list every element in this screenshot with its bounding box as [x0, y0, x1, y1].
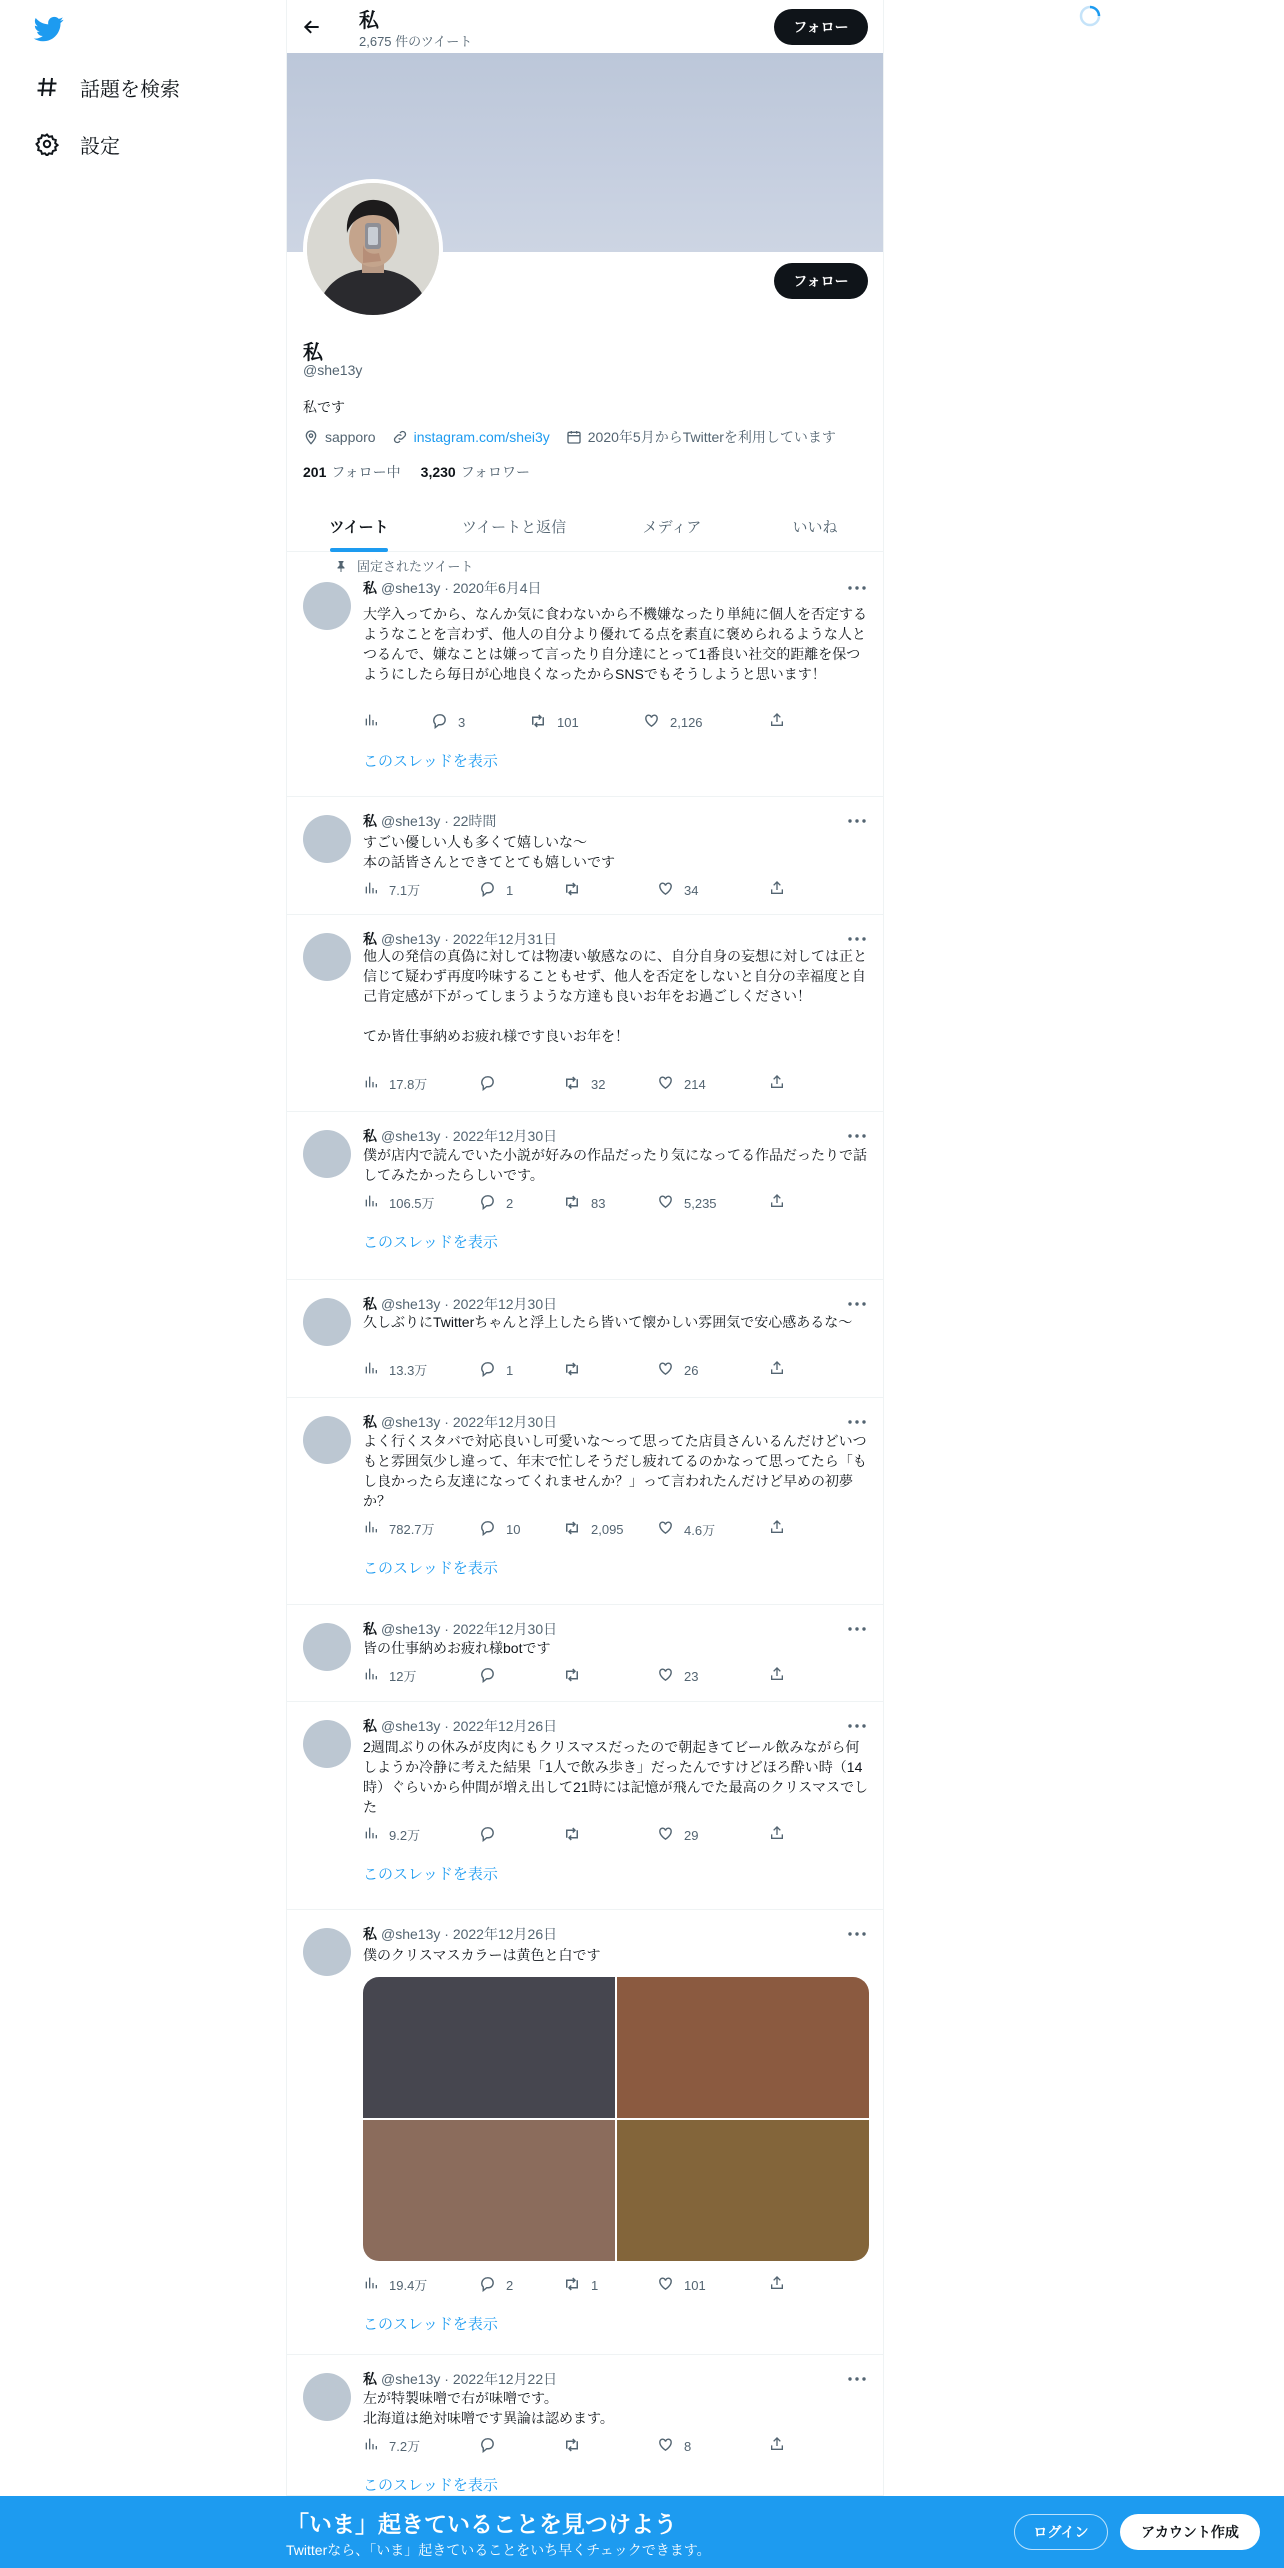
tweet-avatar[interactable]	[303, 1928, 351, 1976]
tweet-author-name[interactable]: 私	[363, 814, 377, 830]
following-label: フォロー中	[331, 464, 401, 480]
reply-count: 10	[506, 1521, 521, 1537]
like-count: 5,235	[684, 1195, 717, 1211]
reply-button[interactable]	[479, 2275, 513, 2295]
retweet-icon	[563, 1360, 591, 1381]
login-button[interactable]: ログイン	[1014, 2514, 1108, 2550]
tweet-avatar[interactable]	[303, 1623, 351, 1671]
tweet-text: 大学入ってから、なんか気に食わないから不機嫌なったり単純に個人を否定するようなことを言わず、他人の自分より優れてる点を素直に褒められるような人とつるんで、嫌なことは嫌って言ったり自分達にとって1番良い社交的距離を保つようにしたら毎日が心地良くなったからSNSでもそうしようと思います！	[363, 606, 867, 682]
more-options-icon[interactable]	[847, 1412, 867, 1432]
share-button[interactable]	[769, 1519, 795, 1538]
tweet-timestamp[interactable]: 2022年12月22日	[452, 2371, 558, 2387]
tweet-avatar[interactable]	[303, 1130, 351, 1178]
signup-banner	[0, 2496, 1284, 2568]
show-thread-link[interactable]: このスレッドを表示	[363, 2316, 498, 2333]
retweet-icon	[563, 1666, 591, 1687]
tweet-author-handle[interactable]: @she13y	[381, 1621, 441, 1637]
more-options-icon[interactable]	[847, 1619, 867, 1639]
share-button[interactable]	[769, 2275, 795, 2294]
tweet-author-name[interactable]: 私	[363, 1297, 377, 1313]
show-thread-link[interactable]: このスレッドを表示	[363, 1866, 498, 1883]
reply-button[interactable]	[479, 1193, 513, 1213]
reply-button[interactable]	[479, 1360, 513, 1380]
left-sidebar	[0, 0, 286, 2568]
show-thread-link[interactable]: このスレッドを表示	[363, 2477, 498, 2494]
views-button[interactable]	[363, 712, 389, 731]
tweet-author-handle[interactable]: @she13y	[381, 580, 441, 596]
reply-count: 3	[458, 714, 466, 730]
like-icon	[657, 1825, 684, 1845]
share-button[interactable]	[769, 1193, 795, 1212]
reply-icon	[479, 1360, 506, 1380]
show-thread-link[interactable]: このスレッドを表示	[363, 1234, 498, 1251]
retweet-button[interactable]	[563, 880, 591, 901]
tweet-timestamp[interactable]: 2022年12月30日	[452, 1128, 558, 1144]
retweet-icon	[563, 2275, 591, 2296]
profile-avatar[interactable]	[303, 179, 443, 319]
like-icon	[657, 880, 684, 900]
like-button[interactable]	[657, 1519, 715, 1539]
share-icon	[769, 1666, 795, 1685]
views-button[interactable]	[363, 880, 420, 899]
tweet-actions	[363, 1519, 783, 1539]
sidebar-item-label: 設定	[80, 135, 120, 158]
more-options-icon[interactable]	[847, 1294, 867, 1314]
tweet-avatar[interactable]	[303, 1416, 351, 1464]
loading-spinner-icon	[1078, 4, 1102, 28]
views-count: 12万	[389, 1669, 417, 1684]
tweet-actions	[363, 2436, 783, 2456]
tweet-header	[363, 1126, 557, 1146]
tab-media[interactable]: メディア	[642, 518, 702, 536]
show-thread-link[interactable]: このスレッドを表示	[363, 753, 498, 770]
tweet-header	[363, 1294, 557, 1314]
tweet-author-handle[interactable]: @she13y	[381, 931, 441, 947]
tab-likes[interactable]: いいね	[792, 518, 838, 536]
tweet-timestamp[interactable]: 2022年12月26日	[452, 1926, 558, 1942]
like-button[interactable]	[657, 1193, 717, 1213]
share-button[interactable]	[769, 880, 795, 899]
tweet-header	[363, 1924, 557, 1944]
tweet-separator: ·	[440, 1296, 453, 1312]
tweet[interactable]	[287, 915, 883, 1112]
tweet-separator: ·	[440, 2371, 453, 2387]
views-button[interactable]	[363, 1193, 435, 1212]
share-icon	[769, 1825, 795, 1844]
like-count: 26	[684, 1362, 699, 1378]
tweet-timestamp[interactable]: 2022年12月30日	[452, 1296, 558, 1312]
views-button[interactable]	[363, 1825, 420, 1844]
views-button[interactable]	[363, 1519, 435, 1538]
like-count: 34	[684, 882, 699, 898]
tweet-author-handle[interactable]: @she13y	[381, 1414, 441, 1430]
share-icon	[769, 880, 795, 899]
views-button[interactable]	[363, 1360, 427, 1379]
followers-count: 3,230	[420, 464, 456, 480]
like-button[interactable]	[657, 880, 698, 900]
more-options-icon[interactable]	[847, 1126, 867, 1146]
retweet-icon	[529, 712, 557, 733]
reply-icon	[479, 880, 506, 900]
following-count: 201	[303, 464, 327, 480]
more-options-icon[interactable]	[847, 811, 867, 831]
retweet-button[interactable]	[563, 1666, 591, 1687]
reply-icon	[479, 2275, 506, 2295]
views-button[interactable]	[363, 2275, 427, 2294]
share-icon	[769, 1193, 795, 1212]
gear-icon	[34, 131, 60, 157]
tweet-header	[363, 1619, 557, 1639]
tweet-author-name[interactable]: 私	[363, 1622, 377, 1638]
tweet-author-handle[interactable]: @she13y	[381, 1128, 441, 1144]
retweet-icon	[563, 1193, 591, 1214]
tweet-separator: ·	[440, 1128, 453, 1144]
tweet-author-handle[interactable]: @she13y	[381, 1718, 441, 1734]
tweet-separator: ·	[440, 580, 453, 596]
tweet-header	[363, 1716, 557, 1736]
following-link[interactable]	[303, 462, 401, 482]
tweet[interactable]	[287, 1398, 883, 1605]
views-icon	[363, 1666, 389, 1685]
tweet[interactable]	[287, 797, 883, 915]
sidebar-item-label: 話題を検索	[80, 78, 180, 101]
views-icon	[363, 880, 389, 899]
tweet[interactable]	[287, 1605, 883, 1702]
like-button[interactable]	[657, 2275, 706, 2295]
views-icon	[363, 1074, 389, 1093]
tweet-author-name[interactable]: 私	[363, 2372, 377, 2388]
share-button[interactable]	[769, 1360, 795, 1379]
tweet-actions	[363, 1666, 783, 1686]
like-icon	[657, 2275, 684, 2295]
reply-button[interactable]	[479, 1825, 506, 1845]
tweet-separator: ·	[440, 1414, 453, 1430]
views-count: 7.1万	[389, 883, 421, 898]
tweet-text: 左が特製味噌で右が味噌です。 北海道は絶対味噌です異論は認めます。	[363, 2390, 614, 2426]
like-icon	[657, 1193, 684, 1213]
signup-banner-title: 「いま」起きていることを見つけよう	[286, 2512, 677, 2538]
tweet-avatar[interactable]	[303, 933, 351, 981]
share-button[interactable]	[769, 1666, 795, 1685]
views-icon	[363, 1825, 389, 1844]
tweet-media-image[interactable]	[363, 1977, 615, 2118]
like-button[interactable]	[657, 1666, 698, 1686]
retweet-button[interactable]	[563, 1360, 591, 1381]
profile-tabs	[287, 500, 883, 552]
tweet-author-handle[interactable]: @she13y	[381, 2371, 441, 2387]
tweet-author-name[interactable]: 私	[363, 1129, 377, 1145]
reply-count: 2	[506, 1195, 514, 1211]
retweet-icon	[563, 1825, 591, 1846]
tweet-actions	[363, 1825, 783, 1845]
more-options-icon[interactable]	[847, 2369, 867, 2389]
profile-bio: 私です	[303, 399, 345, 415]
reply-count: 1	[506, 882, 514, 898]
retweet-button[interactable]	[563, 2436, 591, 2457]
views-button[interactable]	[363, 1666, 416, 1685]
retweet-button[interactable]	[529, 712, 579, 733]
views-icon	[363, 1519, 389, 1538]
tweet-media-image[interactable]	[617, 2120, 869, 2261]
retweet-icon	[563, 1519, 591, 1540]
tweet-actions	[363, 1193, 783, 1213]
like-icon	[657, 1360, 684, 1380]
share-icon	[769, 1360, 795, 1379]
profile-location: sapporo	[325, 429, 376, 445]
tweet-avatar[interactable]	[303, 1720, 351, 1768]
sidebar-item-explore[interactable]	[34, 67, 180, 107]
retweet-count: 83	[591, 1196, 606, 1211]
tweet-text: 皆の仕事納めお疲れ様botです	[363, 1640, 551, 1656]
reply-icon	[431, 712, 458, 732]
retweet-icon	[563, 2436, 591, 2457]
tweet-avatar[interactable]	[303, 582, 351, 630]
tweet-text: 他人の発信の真偽に対しては物凄い敏感なのに、自分自身の妄想に対しては正と信じて疑わず再度吟味することもせず、他人を否定をしないと自分の幸福度と自己肯定感が下がってしまうような方達も良いお年をお過ごしください！ てか皆仕事納めお疲れ様です良いお年を！	[363, 948, 867, 1044]
more-options-icon[interactable]	[847, 1716, 867, 1736]
share-icon	[769, 712, 795, 731]
tweet-actions	[363, 1074, 783, 1094]
more-options-icon[interactable]	[847, 1924, 867, 1944]
tweet-author-name[interactable]: 私	[363, 932, 377, 948]
tweet-header	[363, 1412, 557, 1432]
like-count: 4.6万	[684, 1522, 716, 1538]
like-icon	[643, 712, 670, 732]
tweet-avatar[interactable]	[303, 815, 351, 863]
views-button[interactable]	[363, 2436, 420, 2455]
retweet-button[interactable]	[563, 1519, 624, 1540]
tweet-timestamp[interactable]: 2022年12月30日	[452, 1414, 558, 1430]
like-button[interactable]	[657, 2436, 691, 2456]
views-count: 13.3万	[389, 1363, 428, 1378]
tweet-media-grid[interactable]	[363, 1977, 869, 2261]
reply-icon	[479, 1074, 506, 1094]
retweet-count: 2,095	[591, 1522, 624, 1537]
tweet-text: 2週間ぶりの休みが皮肉にもクリスマスだったので朝起きてビール飲みながら何しようか冷静に考えた結果「1人で飲み歩き」だったんですけどほろ酔い時（14時）ぐらいから仲間が増え出して21時には記憶が飛んでた最高のクリスマスでした	[363, 1739, 869, 1815]
pinned-label-text: 固定されたツイート	[357, 559, 474, 574]
reply-icon	[479, 1825, 506, 1845]
pin-icon	[335, 559, 347, 573]
reply-icon	[479, 2436, 506, 2456]
tweet-avatar[interactable]	[303, 1298, 351, 1346]
share-button[interactable]	[769, 1074, 795, 1093]
tweet-timestamp[interactable]: 2022年12月26日	[452, 1718, 558, 1734]
like-count: 101	[684, 2277, 706, 2293]
tweet-media-image[interactable]	[617, 1977, 869, 2118]
more-options-icon[interactable]	[847, 578, 867, 598]
tweet-header	[363, 811, 496, 831]
tweet-actions	[363, 1360, 783, 1380]
location-pin-icon	[303, 429, 319, 445]
reply-button[interactable]	[479, 2436, 506, 2456]
sidebar-item-settings[interactable]	[34, 124, 120, 164]
link-icon	[392, 429, 408, 445]
views-icon	[363, 712, 389, 731]
tab-tweets-replies[interactable]: ツイートと返信	[461, 518, 567, 536]
tweet-text: すごい優しい人も多くて嬉しいな〜 本の話皆さんとできてとても嬉しいです	[363, 834, 615, 870]
show-thread-link[interactable]: このスレッドを表示	[363, 1560, 498, 1577]
twitter-bird-icon[interactable]	[32, 14, 66, 44]
tweet-text: よく行くスタバで対応良いし可愛いな〜って思ってた店員さんいるんだけどいつもと雰囲気少し違って、年末で忙しそうだし疲れてるのかなって思ってたら「もし良かったら友達になってくれませんか？」って言われたんだけど早めの初夢か？	[363, 1433, 867, 1509]
tab-tweets[interactable]: ツイート	[287, 500, 431, 552]
tweet-separator: ·	[440, 931, 453, 947]
reply-button[interactable]	[431, 712, 465, 732]
share-button[interactable]	[769, 712, 795, 731]
reply-button[interactable]	[479, 1666, 506, 1686]
reply-button[interactable]	[479, 880, 513, 900]
like-icon	[657, 1519, 684, 1539]
like-count: 23	[684, 1668, 699, 1684]
reply-button[interactable]	[479, 1074, 506, 1094]
reply-icon	[479, 1193, 506, 1213]
tweet-timestamp[interactable]: 2020年6月4日	[452, 580, 542, 596]
views-icon	[363, 2275, 389, 2294]
profile-follow-stats	[303, 462, 530, 482]
tweet[interactable]	[287, 1910, 883, 2355]
like-count: 8	[684, 2438, 692, 2454]
like-icon	[657, 2436, 684, 2456]
profile-column	[286, 0, 884, 2568]
retweet-icon	[563, 1074, 591, 1095]
tweet-timestamp[interactable]: 22時間	[452, 813, 497, 829]
like-count: 214	[684, 1076, 706, 1092]
like-button[interactable]	[657, 1074, 706, 1094]
like-button[interactable]	[643, 712, 703, 732]
profile-joined-date: 2020年5月からTwitterを利用しています	[587, 429, 836, 445]
followers-label: フォロワー	[460, 464, 531, 480]
like-count: 29	[684, 1827, 699, 1843]
share-icon	[769, 1519, 795, 1538]
reply-button[interactable]	[479, 1519, 520, 1539]
share-icon	[769, 2275, 795, 2294]
tweet-actions	[363, 712, 783, 732]
tweet-avatar[interactable]	[303, 2373, 351, 2421]
views-button[interactable]	[363, 1074, 427, 1093]
tweet-timestamp[interactable]: 2022年12月30日	[452, 1621, 558, 1637]
signup-banner-subtitle: Twitterなら、「いま」起きていることをいち早くチェックできます。	[286, 2542, 711, 2558]
profile-website-link[interactable]: instagram.com/shei3y	[413, 429, 550, 445]
share-button[interactable]	[769, 2436, 795, 2455]
retweet-count: 32	[591, 1077, 606, 1092]
views-count: 17.8万	[389, 1077, 428, 1092]
tweet-text: 僕のクリスマスカラーは黄色と白です	[363, 1947, 601, 1963]
tweet-author-name[interactable]: 私	[363, 1927, 377, 1943]
tweet-timestamp[interactable]: 2022年12月31日	[452, 931, 558, 947]
retweet-button[interactable]	[563, 1825, 591, 1846]
views-count: 9.2万	[389, 1828, 421, 1843]
share-icon	[769, 2436, 795, 2455]
like-button[interactable]	[657, 1825, 698, 1845]
like-button[interactable]	[657, 1360, 698, 1380]
tweet-author-name[interactable]: 私	[363, 1719, 377, 1735]
views-icon	[363, 1193, 389, 1212]
header-tweet-count: 2,675 件のツイート	[359, 34, 473, 49]
tweet[interactable]	[287, 1112, 883, 1280]
views-count: 782.7万	[389, 1522, 435, 1537]
calendar-icon	[566, 429, 582, 445]
views-icon	[363, 1360, 389, 1379]
retweet-icon	[563, 880, 591, 901]
header-follow-button[interactable]: フォロー	[774, 9, 868, 45]
retweet-button[interactable]	[563, 1193, 605, 1214]
tweet-media-image[interactable]	[363, 2120, 615, 2261]
profile-follow-button[interactable]: フォロー	[774, 263, 868, 299]
followers-link[interactable]	[421, 462, 530, 482]
tweet-text: 久しぶりにTwitterちゃんと浮上したら皆いて懐かしい雰囲気で安心感あるな〜	[363, 1314, 853, 1330]
retweet-button[interactable]	[563, 1074, 605, 1095]
hashtag-icon	[34, 74, 60, 100]
like-icon	[657, 1666, 684, 1686]
tweet-author-handle[interactable]: @she13y	[381, 1296, 441, 1312]
signup-button[interactable]: アカウント作成	[1120, 2514, 1260, 2550]
tweet-separator: ·	[440, 813, 453, 829]
tweet[interactable]	[287, 2355, 883, 2496]
views-count: 106.5万	[389, 1196, 435, 1211]
tweet-text: 僕が店内で読んでいた小説が好みの作品だったり気になってる作品だったりで話してみたかったらしいです。	[363, 1147, 867, 1183]
back-arrow-icon[interactable]	[299, 14, 325, 40]
tweet[interactable]	[287, 1280, 883, 1398]
profile-handle: @she13y	[303, 362, 363, 378]
profile-name: 私	[303, 340, 323, 364]
tweet-separator: ·	[440, 1621, 453, 1637]
tweet-author-name[interactable]: 私	[363, 581, 377, 597]
retweet-button[interactable]	[563, 2275, 598, 2296]
like-icon	[657, 1074, 684, 1094]
tweet-author-handle[interactable]: @she13y	[381, 1926, 441, 1942]
tweet-author-handle[interactable]: @she13y	[381, 813, 441, 829]
tweet-header	[363, 2369, 557, 2389]
views-count: 7.2万	[389, 2439, 421, 2454]
like-count: 2,126	[670, 714, 703, 730]
share-button[interactable]	[769, 1825, 795, 1844]
retweet-count: 101	[557, 715, 579, 730]
share-icon	[769, 1074, 795, 1093]
reply-icon	[479, 1666, 506, 1686]
tweet[interactable]	[287, 572, 883, 797]
views-count: 19.4万	[389, 2278, 428, 2293]
tweet-actions	[363, 880, 783, 900]
header-name: 私	[359, 8, 379, 32]
tweet[interactable]	[287, 1702, 883, 1910]
tweet-header	[363, 578, 542, 598]
tweet-separator: ·	[440, 1926, 453, 1942]
profile-meta	[303, 427, 836, 447]
reply-icon	[479, 1519, 506, 1539]
reply-count: 1	[506, 1362, 514, 1378]
views-icon	[363, 2436, 389, 2455]
tweet-separator: ·	[440, 1718, 453, 1734]
retweet-count: 1	[591, 2278, 599, 2293]
reply-count: 2	[506, 2277, 514, 2293]
tweet-actions	[363, 2275, 783, 2295]
profile-header-bar	[287, 0, 883, 53]
tweet-author-name[interactable]: 私	[363, 1415, 377, 1431]
